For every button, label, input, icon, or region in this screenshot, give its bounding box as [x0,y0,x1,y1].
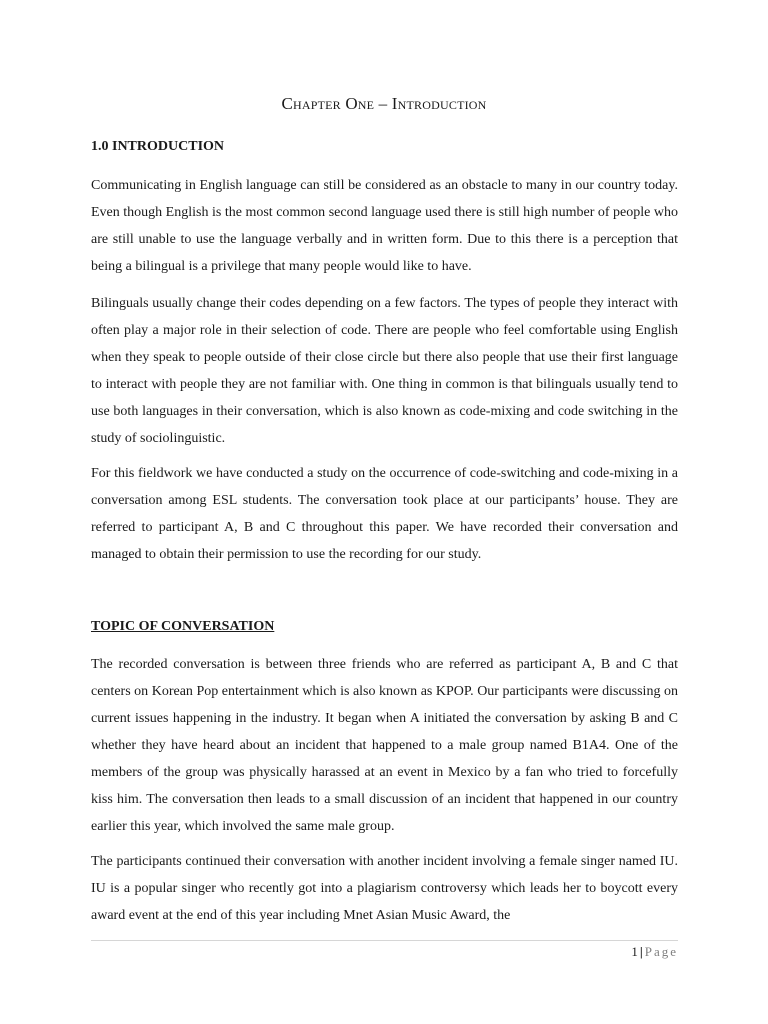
footer-divider [91,940,678,941]
section-heading: 1.0 INTRODUCTION [91,139,225,154]
paragraph: The recorded conversation is between three friends who are referred as participant A, B and C that centers on Korean Pop entertainment which is also known as KPOP. Our participants were discussing on current issues happening in the industry. It began when A initiated the conversation by asking B and C whether they have heard about an incident that happened to a male group named B1A4. One of the members of the group was physically harassed at an event in Mexico by a fan who tried to forcefully kiss him. The conversation then leads to a small discussion of an incident that happened in our country earlier this year, which involved the same male group. [91,657,678,834]
chapter-title: Chapter One – Introduction [281,94,487,113]
page-footer [631,944,678,960]
page-label: Page [644,944,678,959]
topic-heading: TOPIC OF CONVERSATION [91,619,275,634]
paragraph: The participants continued their conversation with another incident involving a female singer named IU. IU is a popular singer who recently got into a plagiarism controversy which leads her to boycott every award event at the end of this year including Mnet Asian Music Award, the [91,854,678,923]
page-number: 1 [631,944,638,959]
paragraph: For this fieldwork we have conducted a study on the occurrence of code-switching and code-mixing in a conversation among ESL students. The conversation took place at our participants’ house. They are referred to participant A, B and C throughout this paper. We have recorded their conversation and managed to obtain their permission to use the recording for our study. [91,466,678,562]
paragraph: Bilinguals usually change their codes depending on a few factors. The types of people they interact with often play a major role in their selection of code. There are people who feel comfortable using English when they speak to people outside of their close circle but there also people that use their first language to interact with people they are not familiar with. One thing in common is that bilinguals usually tend to use both languages in their conversation, which is also known as code-mixing and code switching in the study of sociolinguistic. [91,296,678,446]
paragraph: Communicating in English language can still be considered as an obstacle to many in our country today. Even though English is the most common second language used there is still high number of people who are still unable to use the language verbally and in written form. Due to this there is a perception that being a bilingual is a privilege that many people would like to have. [91,178,678,274]
footer-separator: | [639,944,643,959]
